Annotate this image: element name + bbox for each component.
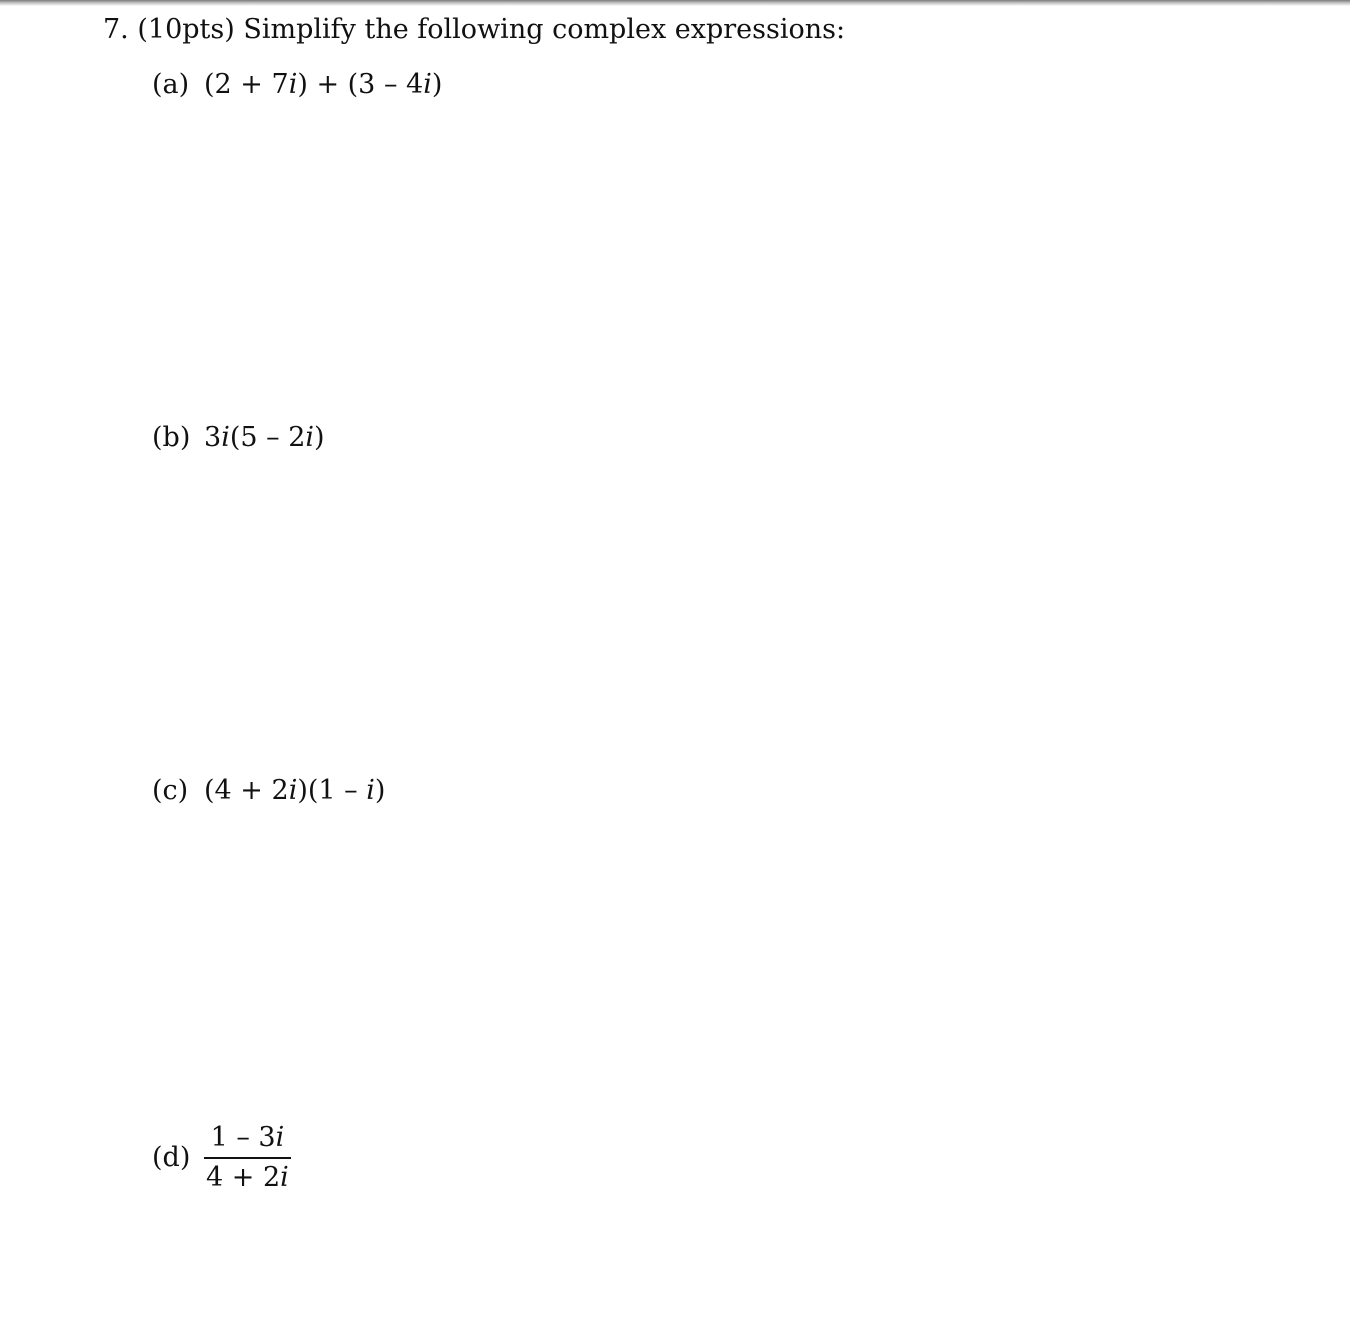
question-header	[103, 12, 845, 48]
part-d	[152, 1121, 291, 1195]
part-d-label: (d)	[152, 1142, 191, 1173]
part-a-expression: (2 + 7i) + (3 – 4i)	[204, 69, 443, 100]
question-number: 7.	[103, 14, 129, 45]
part-b	[152, 420, 325, 456]
page-top-edge	[0, 0, 1350, 6]
part-d-numerator: 1 – 3i	[210, 1122, 285, 1153]
part-d-denominator: 4 + 2i	[206, 1162, 289, 1193]
part-b-expression: 3i(5 – 2i)	[204, 422, 325, 453]
part-a-label: (a)	[152, 69, 190, 100]
question-points: (10pts)	[137, 14, 235, 45]
part-c	[152, 773, 385, 809]
part-c-expression: (4 + 2i)(1 – i)	[204, 775, 386, 806]
part-b-label: (b)	[152, 422, 191, 453]
part-c-label: (c)	[152, 775, 189, 806]
part-d-fraction	[204, 1121, 291, 1195]
part-a	[152, 67, 442, 103]
question-prompt: Simplify the following complex expressions:	[243, 14, 846, 45]
